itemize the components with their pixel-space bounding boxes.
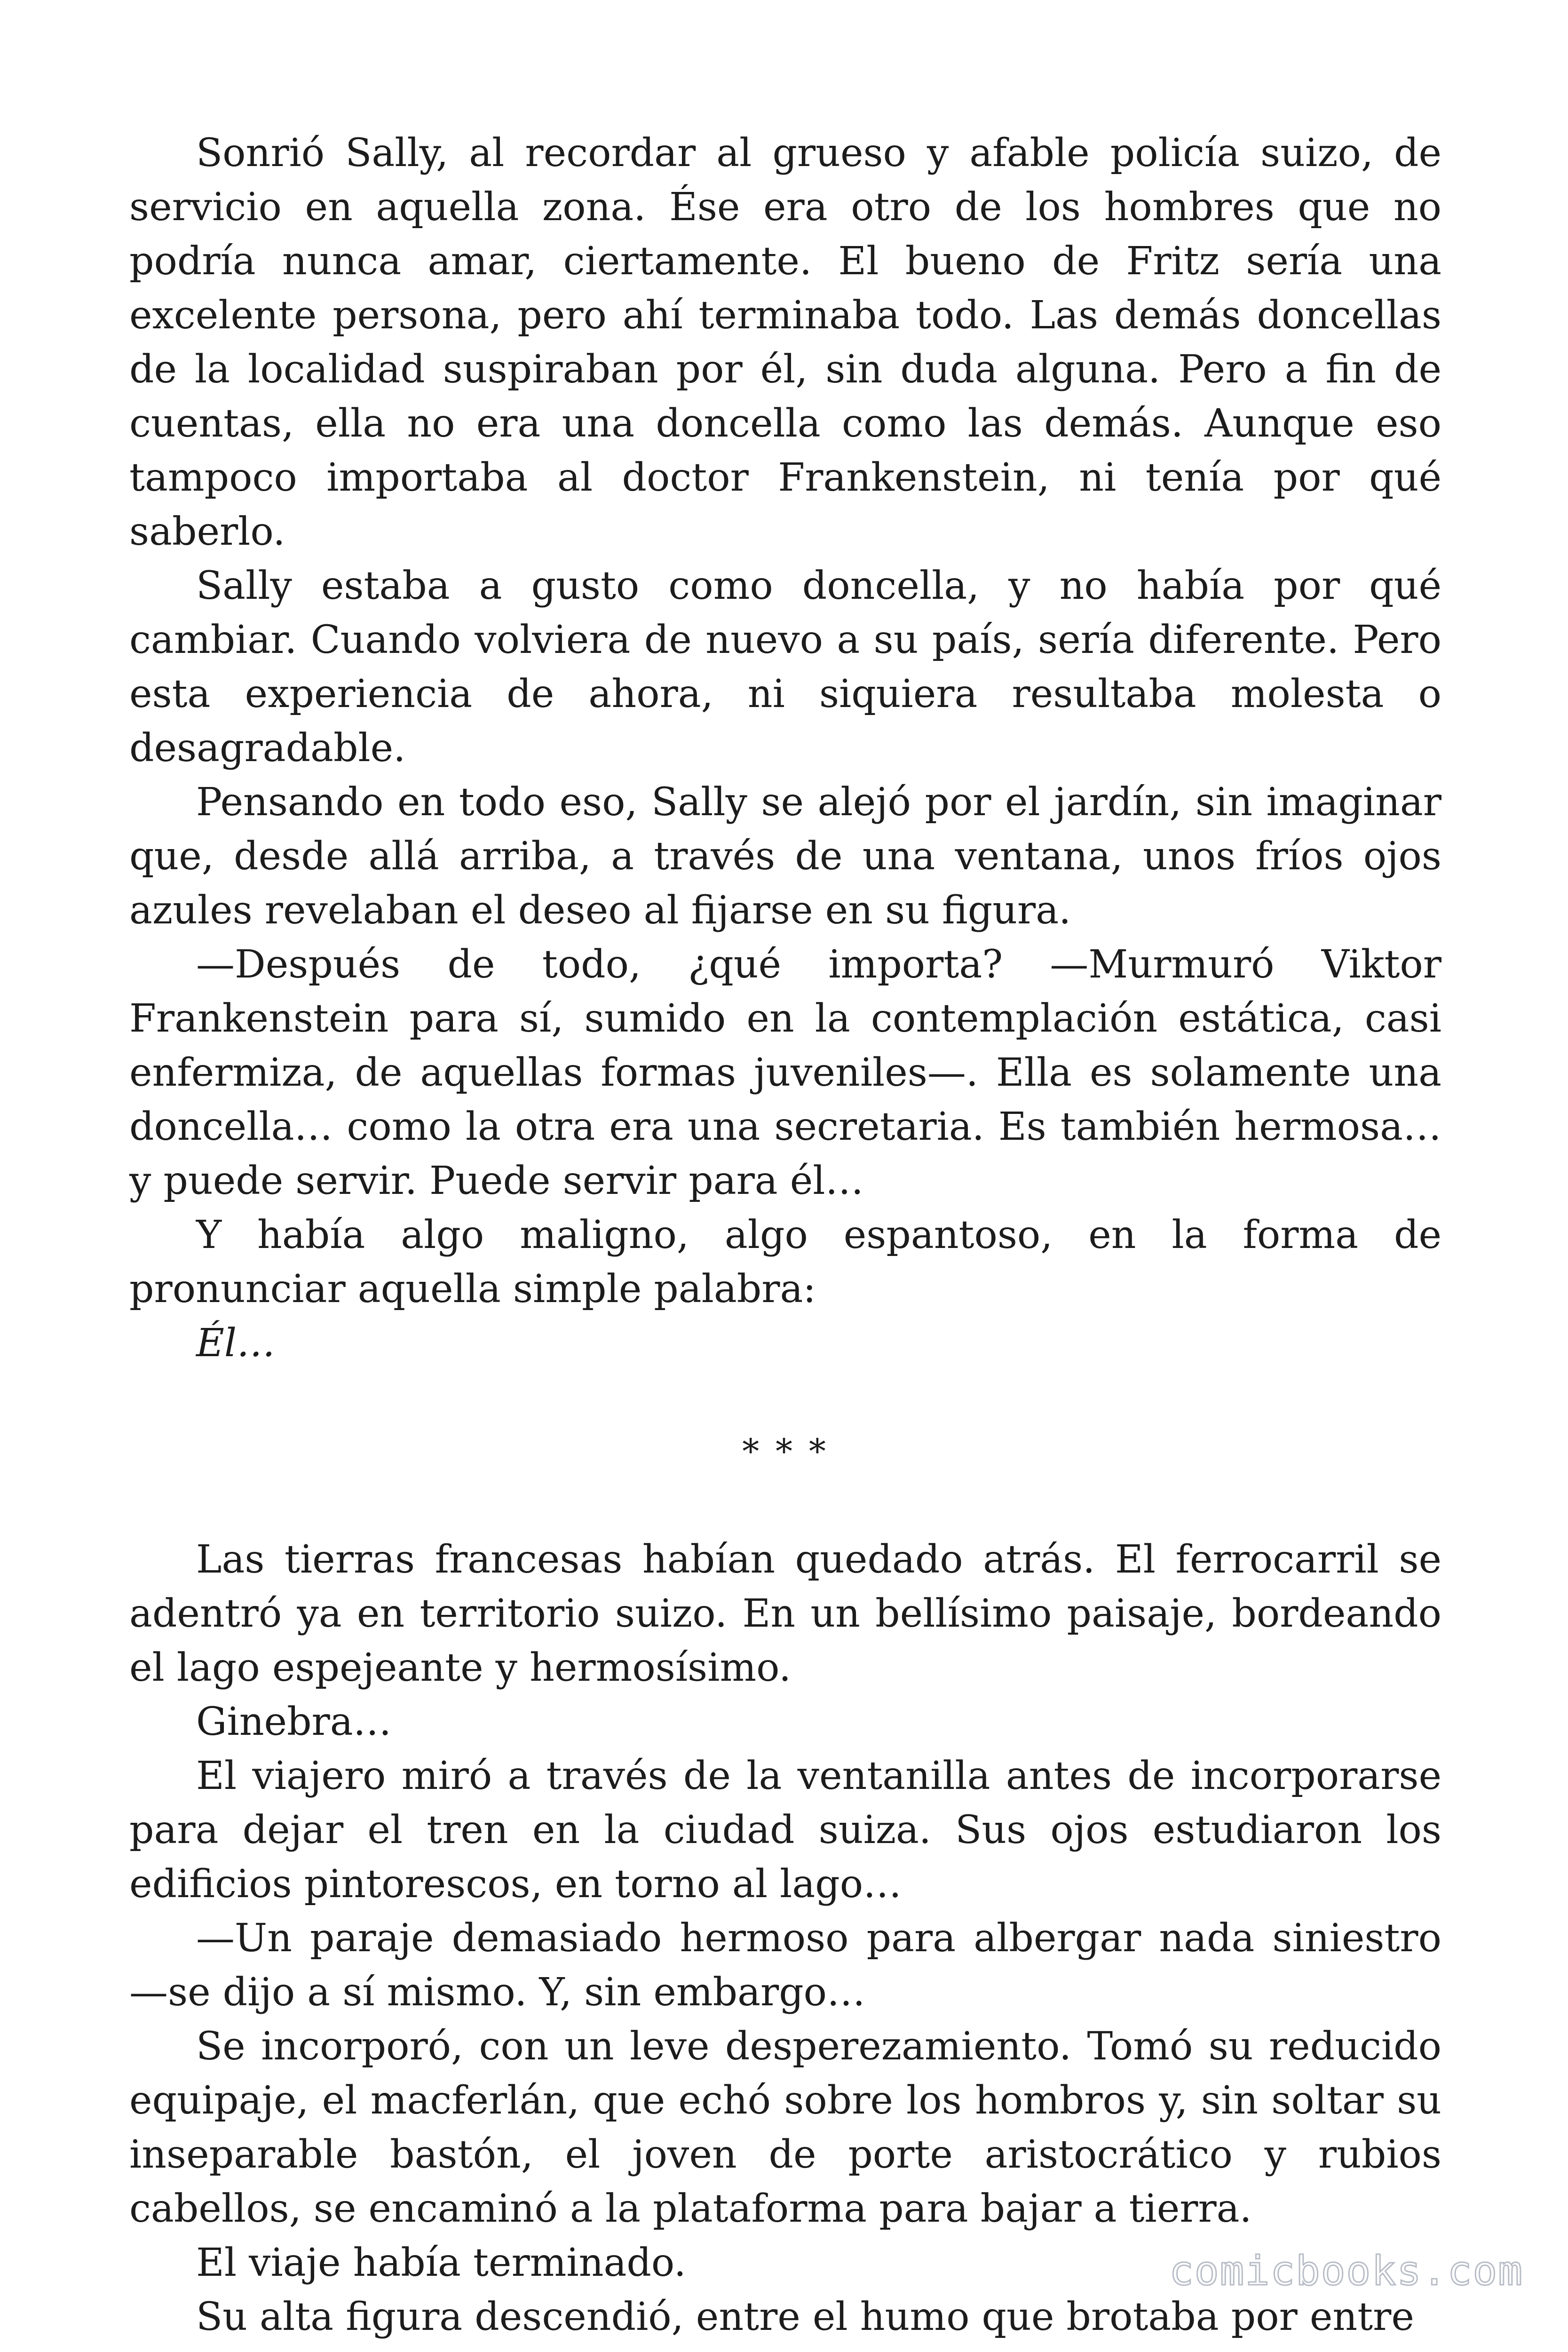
paragraph: Sonrió Sally, al recordar al grueso y afable policía suizo, de servicio en aquella zona. Ése era otro de los hombres que no podría nunca amar, ciertamente. El bueno de Fritz sería una excelente persona, pero ahí terminaba todo. Las demás doncellas de la localidad suspiraban por él, sin duda alguna. Pero a fin de cuentas, ella no era una doncella como las demás. Aunque eso tampoco importaba al doctor Frankenstein, ni tenía por qué saberlo. <box>129 131 1441 554</box>
paragraph: El viajero miró a través de la ventanilla antes de incorporarse para dejar el tren en la ciudad suiza. Sus ojos estudiaron los edificios pintorescos, en torno al lago… <box>129 1754 1441 1907</box>
paragraph: —Un paraje demasiado hermoso para albergar nada siniestro —se dijo a sí mismo. Y, sin embargo… <box>129 1916 1441 2015</box>
paragraph: El viaje había terminado. <box>196 2241 686 2285</box>
section-break-container <box>129 1370 1441 1533</box>
paragraph-italic: Él… <box>196 1321 276 1366</box>
paragraph: Las tierras francesas habían quedado atrás. El ferrocarril se adentró ya en territorio suizo. En un bellísimo paisaje, bordeando el lago espejeante y hermosísimo. <box>129 1537 1441 1690</box>
paragraph: Sally estaba a gusto como doncella, y no había por qué cambiar. Cuando volviera de nuevo a su país, sería diferente. Pero esta experiencia de ahora, ni siquiera resultaba molesta o desagradable. <box>129 564 1441 771</box>
watermark: comicbooks.com <box>1169 2248 1523 2295</box>
paragraph: Su alta figura descendió, entre el humo que brotaba por entre <box>196 2295 1414 2339</box>
paragraph: —Después de todo, ¿qué importa? —Murmuró Viktor Frankenstein para sí, sumido en la contemplación estática, casi enfermiza, de aquellas formas juveniles—. Ella es solamente una doncella… como la otra era una secretaria. Es también hermosa… y puede servir. Puede servir para él… <box>129 942 1441 1203</box>
paragraph: Pensando en todo eso, Sally se alejó por el jardín, sin imaginar que, desde allá arriba, a través de una ventana, unos fríos ojos azules revelaban el deseo al fijarse en su figura. <box>129 780 1441 933</box>
paragraph: Se incorporó, con un leve desperezamiento. Tomó su reducido equipaje, el macferlán, que echó sobre los hombros y, sin soltar su inseparable bastón, el joven de porte aristocrático y rubios cabellos, se encaminó a la plataforma para bajar a tierra. <box>129 2024 1441 2231</box>
paragraph: Ginebra… <box>196 1700 392 1744</box>
text-column <box>129 126 1441 2344</box>
section-break: * * * <box>742 1431 829 1471</box>
paragraph: Y había algo maligno, algo espantoso, en la forma de pronunciar aquella simple palabra: <box>129 1213 1441 1311</box>
